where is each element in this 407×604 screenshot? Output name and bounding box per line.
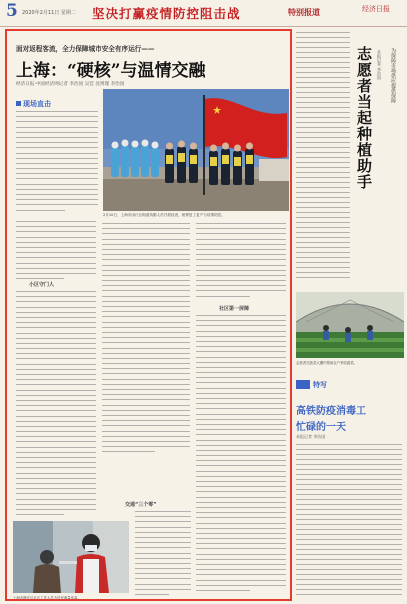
article-headline: 上海：“硬核”与温情交融 <box>16 61 206 81</box>
text-column-a2 <box>16 291 96 515</box>
photo3-caption: 志愿者在蔬菜大棚内帮助农户采收蔬菜。 <box>296 361 358 365</box>
feature-text <box>296 444 402 600</box>
main-article-frame[interactable] <box>5 29 292 601</box>
subhead-traffic: 交通“三个零” <box>125 502 157 508</box>
temperature-check-photo <box>13 521 129 593</box>
photo1-caption: 2月10日，上海市闵行区街道执勤人员开展检查，统筹复工复产与疫情防控。 <box>103 213 225 217</box>
greenhouse-photo <box>296 292 404 358</box>
side-column <box>296 30 404 602</box>
checkpoint-photo <box>103 89 289 211</box>
text-column-c1 <box>196 223 286 303</box>
text-column-b2 <box>135 511 191 595</box>
feature-label-marker <box>296 380 310 389</box>
article-kicker: 面对返程客流，全力保障城市安全有序运行—— <box>16 45 155 53</box>
subhead-gatekeeper: 小区守门人 <box>29 282 55 288</box>
subhead-community: 社区第一屏障 <box>219 306 250 312</box>
feature-label: 特写 <box>313 381 327 389</box>
paper-name: 经济日报 <box>362 5 390 13</box>
campaign-slogan: 坚决打赢疫情防控阻击战 <box>92 6 241 21</box>
feature-title-line2: 忙碌的一天 <box>296 422 346 433</box>
side-article-title: 志愿者当起种植助手 <box>355 46 373 190</box>
side-article-tag: 为保障市场供应提供保障 <box>390 48 396 103</box>
subhead-scene: 现场直击 <box>16 99 51 109</box>
article-byline: 经济日报·中国经济网记者 李治国 吴佳 沈则瑾 李治国 <box>16 82 125 87</box>
issue-date: 2020年2月11日 星期二 <box>22 10 76 16</box>
section-name: 特别报道 <box>288 8 320 17</box>
text-column-intro <box>16 111 98 211</box>
feature-title-line1: 高铁防疫消毒工 <box>296 406 366 417</box>
text-column-c2 <box>196 315 286 595</box>
masthead <box>0 0 407 27</box>
text-column-a1 <box>16 221 96 281</box>
side-text-top <box>296 32 350 282</box>
page-number: 5 <box>6 1 18 21</box>
text-column-b1 <box>102 223 190 453</box>
feature-byline: 本报记者 李治国 <box>296 434 326 439</box>
photo2-caption: 上海市静安区社区工作人员为居民测量体温。 <box>13 596 81 600</box>
side-article-byline: 本报记者 李治国 <box>377 50 382 80</box>
